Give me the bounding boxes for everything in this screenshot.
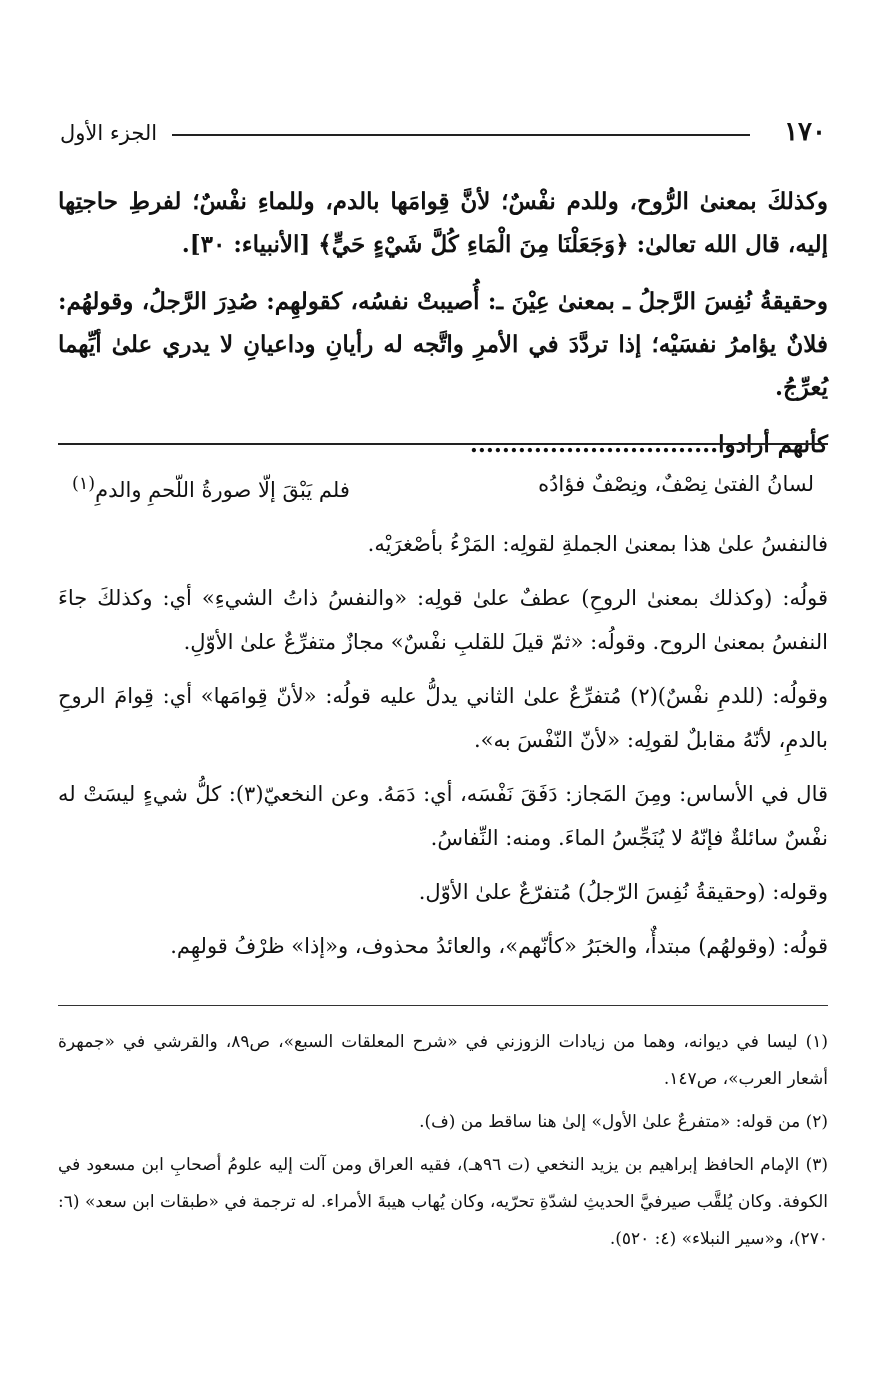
poetry-verse <box>58 462 828 512</box>
main-paragraph: وكذلكَ بمعنىٰ الرُّوح، وللدم نفْسٌ؛ لأنَّ قِوامَها بالدم، وللماءِ نفْسٌ؛ لفرطِ حاجتِها إليه، قال الله تعالىٰ: ﴿وَجَعَلْنَا مِنَ الْمَاءِ كُلَّ شَيْءٍ حَيٍّ﴾ [الأنبياء: ٣٠]. <box>58 188 828 258</box>
footnotes <box>58 1024 828 1264</box>
running-title: الجزء الأول <box>60 121 158 145</box>
commentary-paragraph: فالنفسُ علىٰ هذا بمعنىٰ الجملةِ لقولِه: المَرْءُ بأصْغرَيْه. <box>367 532 828 556</box>
footnote-divider <box>58 1005 828 1006</box>
commentary-paragraph: قال في الأساس: ومِنَ المَجاز: دَفَقَ نَفْسَه، أي: دَمَهُ. وعن النخعيّ(٣): كلُّ شيءٍ ليسَتْ له نفْسٌ سائلةٌ فإنّهُ لا يُنَجِّسُ الماءَ. ومنه: النِّفاسُ. <box>58 782 829 850</box>
commentary-paragraph: قولُه: (وكذلك بمعنىٰ الروحِ) عطفٌ علىٰ قولِه: «والنفسُ ذاتُ الشيءِ» أي: وكذلكَ جاءَ النفسُ بمعنىٰ الروح. وقولُه: «ثمّ قيلَ للقلبِ نفْسٌ» مجازٌ متفرِّعٌ علىٰ الأوّلِ. <box>58 586 828 654</box>
footnote: (٢) من قوله: «متفرعٌ علىٰ الأول» إلىٰ هنا ساقط من (ف). <box>419 1112 828 1132</box>
commentary-paragraph: وقولُه: (للدمِ نفْسٌ)(٢) مُتفرِّعٌ علىٰ الثاني يدلُّ عليه قولُه: «لأنّ قِوامَها» أي: قِوامَ الروحِ بالدمِ، لأنّهُ مقابلٌ لقولِه: «لأنّ النّفْسَ به». <box>58 684 828 752</box>
footnote-ref: (١) <box>72 474 96 494</box>
main-paragraph: وحقيقةُ نُفِسَ الرَّجلُ ـ بمعنىٰ عِيْنَ ـ: أُصيبتْ نفسُه، كقولهِم: صُدِرَ الرَّجلُ، وقولهُم: فلانٌ يؤامرُ نفسَيْه؛ إذا تردَّدَ في الأمرِ واتَّجه له رأيانِ وداعيانِ لا يدري علىٰ أيِّهما يُعرِّجُ. <box>58 288 828 401</box>
ellipsis-dots: ............................... <box>469 431 719 458</box>
page-header <box>60 112 826 156</box>
verse-hemistich-second <box>72 462 350 512</box>
header-rule <box>172 134 750 136</box>
main-text <box>58 180 828 480</box>
section-divider <box>58 443 828 445</box>
commentary-paragraph: قولُه: (وقولهُم) مبتدأٌ، والخبَرُ «كأنّهم»، والعائدُ محذوف، و«إذا» ظرْفُ قولهِم. <box>170 934 828 958</box>
commentary <box>58 462 828 978</box>
footnote: (١) ليسا في ديوانه، وهما من زيادات الزوزني في «شرح المعلقات السبع»، ص٨٩، والقرشي في «جمهرة أشعار العرب»، ص١٤٧. <box>58 1032 828 1089</box>
commentary-paragraph: وقوله: (وحقيقةُ نُفِسَ الرّجلُ) مُتفرّعٌ علىٰ الأوّل. <box>418 880 828 904</box>
verse-hemistich-first: لسانُ الفتىٰ نِصْفٌ، ونِصْفٌ فؤادُه <box>538 472 814 496</box>
footnote: (٣) الإمام الحافظ إبراهيم بن يزيد النخعي (ت ٩٦هـ)، فقيه العراق ومن آلت إليه علومُ أصحابِ ابن مسعود في الكوفة. وكان يُلقَّب صيرفيَّ الحديثِ لشدّةِ تحرّيه، وكان يُهاب هيبةَ الأمراء. له ترجمة في «طبقات ابن سعد» (٦: ٢٧٠)، و«سير النبلاء» (٤: ٥٢٠). <box>58 1155 828 1249</box>
page-number: ١٧٠ <box>784 117 826 147</box>
main-text-fragment: كأنهم أرادوا <box>718 431 828 458</box>
verse-text: فلم يَبْقَ إلّا صورةُ اللّحمِ والدمِ <box>95 478 350 502</box>
